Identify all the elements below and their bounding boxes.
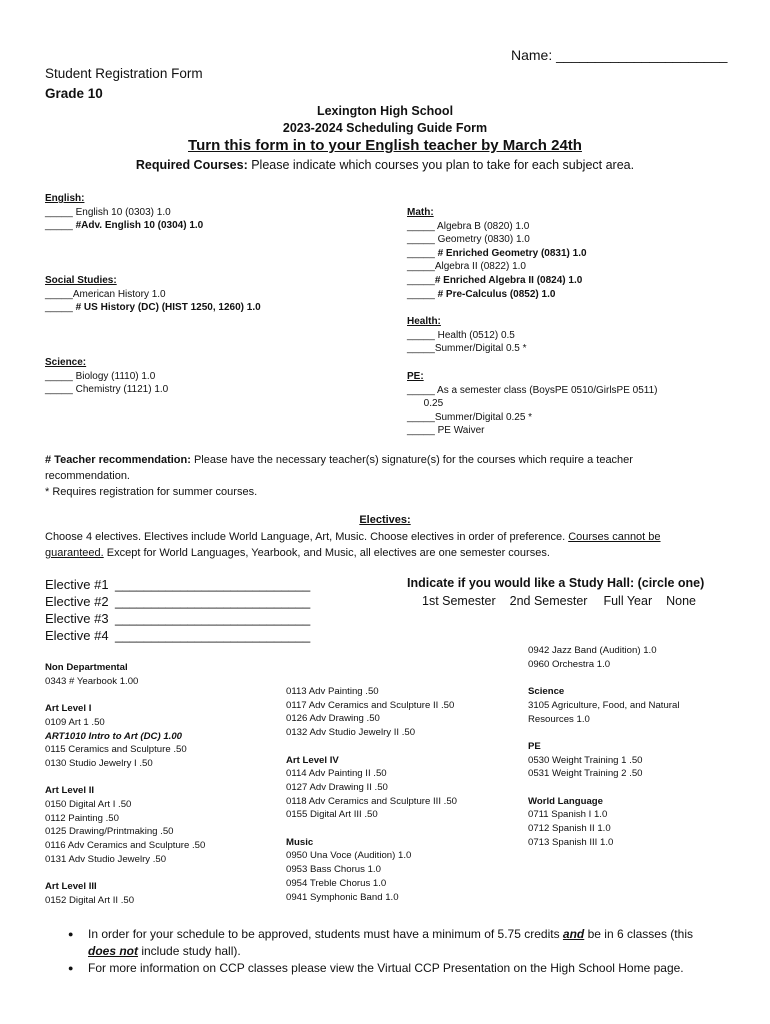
checkbox-blank[interactable]: _____	[45, 288, 73, 300]
summer-note: * Requires registration for summer courses.	[45, 486, 258, 498]
catalog-course: 0109 Art 1 .50	[45, 716, 105, 728]
course-option[interactable]	[45, 206, 203, 220]
catalog-heading: Art Level I	[45, 703, 92, 715]
pe-block	[407, 370, 658, 438]
course-label: 0.25	[407, 398, 444, 410]
course-label: # Enriched Geometry (0831) 1.0	[437, 247, 587, 259]
study-hall-option[interactable]: Full Year	[603, 594, 653, 608]
guide-title: 2023-2024 Scheduling Guide Form	[282, 121, 488, 135]
checkbox-blank[interactable]: _____	[45, 302, 76, 314]
catalog-spacer	[286, 822, 457, 836]
catalog-spacer	[528, 726, 679, 740]
catalog-course: 0132 Adv Studio Jewelry II .50	[286, 727, 416, 739]
elective-input[interactable]: ___________________________	[115, 577, 311, 592]
catalog-course: 0131 Adv Studio Jewelry .50	[45, 853, 167, 865]
catalog-course: 0953 Bass Chorus 1.0	[286, 864, 381, 876]
catalog-course: 0152 Digital Art II .50	[45, 894, 135, 906]
catalog-course: 0960 Orchestra 1.0	[528, 658, 611, 670]
english-title: English:	[45, 193, 85, 204]
study-hall-option[interactable]: None	[666, 594, 697, 608]
catalog-spacer	[286, 740, 457, 754]
course-option[interactable]	[407, 233, 587, 247]
course-label: # US History (DC) (HIST 1250, 1260) 1.0	[75, 302, 261, 314]
catalog-course: 0343 # Yearbook 1.00	[45, 675, 139, 687]
checkbox-blank[interactable]: _____	[45, 220, 76, 232]
teacher-rec-label: # Teacher recommendation:	[45, 454, 191, 466]
course-label: Algebra II (0822) 1.0	[434, 261, 526, 273]
math-block	[407, 206, 587, 301]
course-option[interactable]	[45, 301, 261, 315]
credit-text: In order for your schedule to be approved, students must have a minimum of 5.75 credits	[88, 927, 563, 941]
course-label: English 10 (0303) 1.0	[75, 206, 171, 218]
course-label: # Enriched Algebra II (0824) 1.0	[434, 274, 583, 286]
course-option[interactable]	[45, 219, 203, 233]
checkbox-blank[interactable]: _____	[45, 370, 76, 382]
catalog-course: 0118 Adv Ceramics and Sculpture III .50	[286, 795, 458, 807]
checkbox-blank[interactable]: _____	[407, 329, 438, 341]
catalog-spacer	[45, 688, 205, 702]
catalog-course: 0125 Drawing/Printmaking .50	[45, 826, 174, 838]
course-label: American History 1.0	[72, 288, 166, 300]
course-option[interactable]	[407, 424, 658, 438]
catalog-heading: World Language	[528, 795, 603, 807]
course-label: Summer/Digital 0.25 *	[434, 411, 533, 423]
checkbox-blank[interactable]: _____	[407, 274, 435, 286]
catalog-course: 0115 Ceramics and Sculpture .50	[45, 744, 187, 756]
catalog-course: 0530 Weight Training 1 .50	[528, 754, 643, 766]
electives-line2-underlined: guaranteed.	[45, 547, 104, 559]
name-field[interactable]: Name: ______________________	[511, 47, 728, 63]
catalog-course: 0116 Adv Ceramics and Sculpture .50	[45, 840, 206, 852]
checkbox-blank[interactable]: _____	[407, 234, 438, 246]
elective-label: Elective #2	[45, 594, 109, 609]
required-label: Required Courses:	[135, 158, 248, 172]
course-label: #Adv. English 10 (0304) 1.0	[75, 220, 204, 232]
catalog-course: 0155 Digital Art III .50	[286, 809, 378, 821]
study-hall-options	[422, 594, 696, 608]
course-label: Algebra B (0820) 1.0	[437, 220, 530, 232]
catalog-column-1	[45, 661, 205, 908]
checkbox-blank[interactable]: _____	[407, 425, 438, 437]
course-option[interactable]	[407, 288, 587, 302]
credit-and: and	[562, 927, 585, 941]
math-title: Math:	[407, 207, 434, 218]
course-option[interactable]	[407, 247, 587, 261]
catalog-course: 0112 Painting .50	[45, 812, 119, 824]
catalog-course: 0117 Adv Ceramics and Sculpture II .50	[286, 699, 455, 711]
catalog-course: 0713 Spanish III 1.0	[528, 836, 614, 848]
electives-line1-underlined: Courses cannot be	[568, 531, 661, 543]
course-option[interactable]	[407, 220, 587, 234]
footer-notes	[62, 926, 732, 977]
course-option[interactable]	[45, 370, 168, 384]
elective-input[interactable]: ___________________________	[115, 594, 311, 609]
catalog-course: 0126 Adv Drawing .50	[286, 713, 380, 725]
elective-row	[45, 576, 310, 593]
elective-rows	[45, 576, 310, 644]
elective-row	[45, 610, 310, 627]
catalog-column-3	[528, 644, 679, 850]
elective-input[interactable]: ___________________________	[115, 628, 311, 643]
catalog-heading: Art Level III	[45, 881, 97, 893]
deadline-heading: Turn this form in to your English teacher by March 24th	[188, 137, 582, 154]
health-title: Health:	[407, 316, 441, 327]
teacher-rec-text-2: recommendation.	[45, 470, 130, 482]
catalog-spacer	[45, 867, 205, 881]
catalog-column-2	[286, 685, 457, 904]
catalog-heading: Science	[528, 686, 565, 698]
checkbox-blank[interactable]: _____	[407, 247, 438, 259]
electives-title: Electives:	[359, 514, 411, 526]
course-label: As a semester class (BoysPE 0510/GirlsPE 0511)	[437, 384, 658, 396]
checkbox-blank[interactable]: _____	[407, 261, 435, 273]
catalog-course: 0127 Adv Drawing II .50	[286, 781, 388, 793]
course-option[interactable]	[45, 288, 261, 302]
catalog-course: 0150 Digital Art I .50	[45, 799, 132, 810]
form-title: Student Registration Form	[45, 66, 203, 81]
catalog-course: 0712 Spanish II 1.0	[528, 823, 611, 835]
course-label: Biology (1110) 1.0	[75, 370, 156, 382]
course-option[interactable]	[407, 384, 658, 398]
catalog-heading: Non Departmental	[45, 662, 128, 673]
grade-label: Grade 10	[45, 86, 103, 101]
catalog-heading: PE	[528, 740, 541, 752]
elective-label: Elective #3	[45, 611, 109, 626]
checkbox-blank[interactable]: _____	[45, 384, 76, 396]
course-option[interactable]	[407, 260, 587, 274]
catalog-course: 0954 Treble Chorus 1.0	[286, 877, 387, 889]
catalog-course: 0950 Una Voce (Audition) 1.0	[286, 850, 412, 862]
catalog-course: 0711 Spanish I 1.0	[528, 809, 608, 821]
science-title: Science:	[45, 357, 87, 368]
course-label: Geometry (0830) 1.0	[437, 234, 530, 246]
science-block	[45, 356, 168, 397]
study-hall-title: Indicate if you would like a Study Hall: (circle one)	[407, 576, 705, 590]
credit-requirement-bullet	[62, 926, 732, 960]
catalog-course: 0114 Adv Painting II .50	[286, 768, 387, 780]
checkbox-blank[interactable]: _____	[407, 220, 438, 232]
credit-text-2: be in 6 classes (this	[584, 927, 693, 941]
course-option[interactable]	[407, 274, 587, 288]
elective-label: Elective #4	[45, 628, 109, 643]
catalog-heading: Art Level IV	[286, 754, 339, 766]
electives-line1: Choose 4 electives. Electives include World Language, Art, Music. Choose electives in order of preference.	[45, 531, 569, 543]
course-option[interactable]	[407, 411, 658, 425]
course-label: Chemistry (1121) 1.0	[75, 384, 169, 396]
english-block	[45, 192, 203, 233]
catalog-spacer	[45, 771, 205, 785]
checkbox-blank[interactable]: _____	[407, 384, 438, 396]
checkbox-blank[interactable]: _____	[407, 343, 435, 355]
catalog-course: 0941 Symphonic Band 1.0	[286, 891, 399, 903]
social-studies-block	[45, 274, 261, 315]
pe-title: PE:	[407, 371, 424, 382]
elective-row	[45, 627, 310, 644]
course-label: PE Waiver	[437, 425, 485, 437]
catalog-course: ART1010 Intro to Art (DC) 1.00	[45, 730, 183, 742]
required-text: Please indicate which courses you plan to take for each subject area.	[247, 158, 635, 172]
checkbox-blank[interactable]: _____	[407, 411, 435, 423]
credit-text-3: include study hall).	[138, 944, 241, 958]
ccp-info-bullet: ● For more information on CCP classes please view the Virtual CCP Presentation on the High School Home page.	[62, 960, 732, 977]
elective-input[interactable]: ___________________________	[115, 611, 311, 626]
catalog-course: 0130 Studio Jewelry I .50	[45, 757, 153, 769]
catalog-course: 0113 Adv Painting .50	[286, 686, 379, 697]
catalog-course: 3105 Agriculture, Food, and Natural	[528, 699, 680, 711]
catalog-heading: Art Level II	[45, 785, 95, 797]
elective-row	[45, 593, 310, 610]
required-courses-line	[0, 158, 770, 172]
course-label: Health (0512) 0.5	[437, 329, 515, 341]
course-option[interactable]	[45, 383, 168, 397]
electives-instructions	[45, 529, 661, 561]
catalog-course: Resources 1.0	[528, 713, 590, 725]
school-name: Lexington High School	[316, 104, 454, 118]
credit-does-not: does not	[88, 944, 138, 958]
teacher-rec-text: Please have the necessary teacher(s) signature(s) for the courses which require a teacher	[190, 454, 633, 466]
electives-line2: Except for World Languages, Yearbook, and Music, all electives are one semester courses.	[103, 547, 550, 559]
course-option[interactable]	[407, 342, 527, 356]
checkbox-blank[interactable]: _____	[407, 288, 438, 300]
course-option[interactable]	[407, 329, 527, 343]
catalog-spacer	[528, 781, 679, 795]
notes	[45, 452, 633, 500]
study-hall-option[interactable]: 2nd Semester	[509, 594, 588, 608]
checkbox-blank[interactable]: _____	[45, 206, 76, 218]
catalog-heading: Music	[286, 836, 314, 848]
elective-label: Elective #1	[45, 577, 109, 592]
catalog-course: 0942 Jazz Band (Audition) 1.0	[528, 645, 657, 656]
catalog-course: 0531 Weight Training 2 .50	[528, 768, 643, 780]
social-title: Social Studies:	[45, 275, 117, 286]
study-hall-option[interactable]: 1st Semester	[422, 594, 496, 608]
course-label: Summer/Digital 0.5 *	[434, 343, 527, 355]
course-label: # Pre-Calculus (0852) 1.0	[437, 288, 556, 300]
course-option[interactable]	[407, 397, 658, 411]
catalog-spacer	[528, 671, 679, 685]
health-block	[407, 315, 527, 356]
